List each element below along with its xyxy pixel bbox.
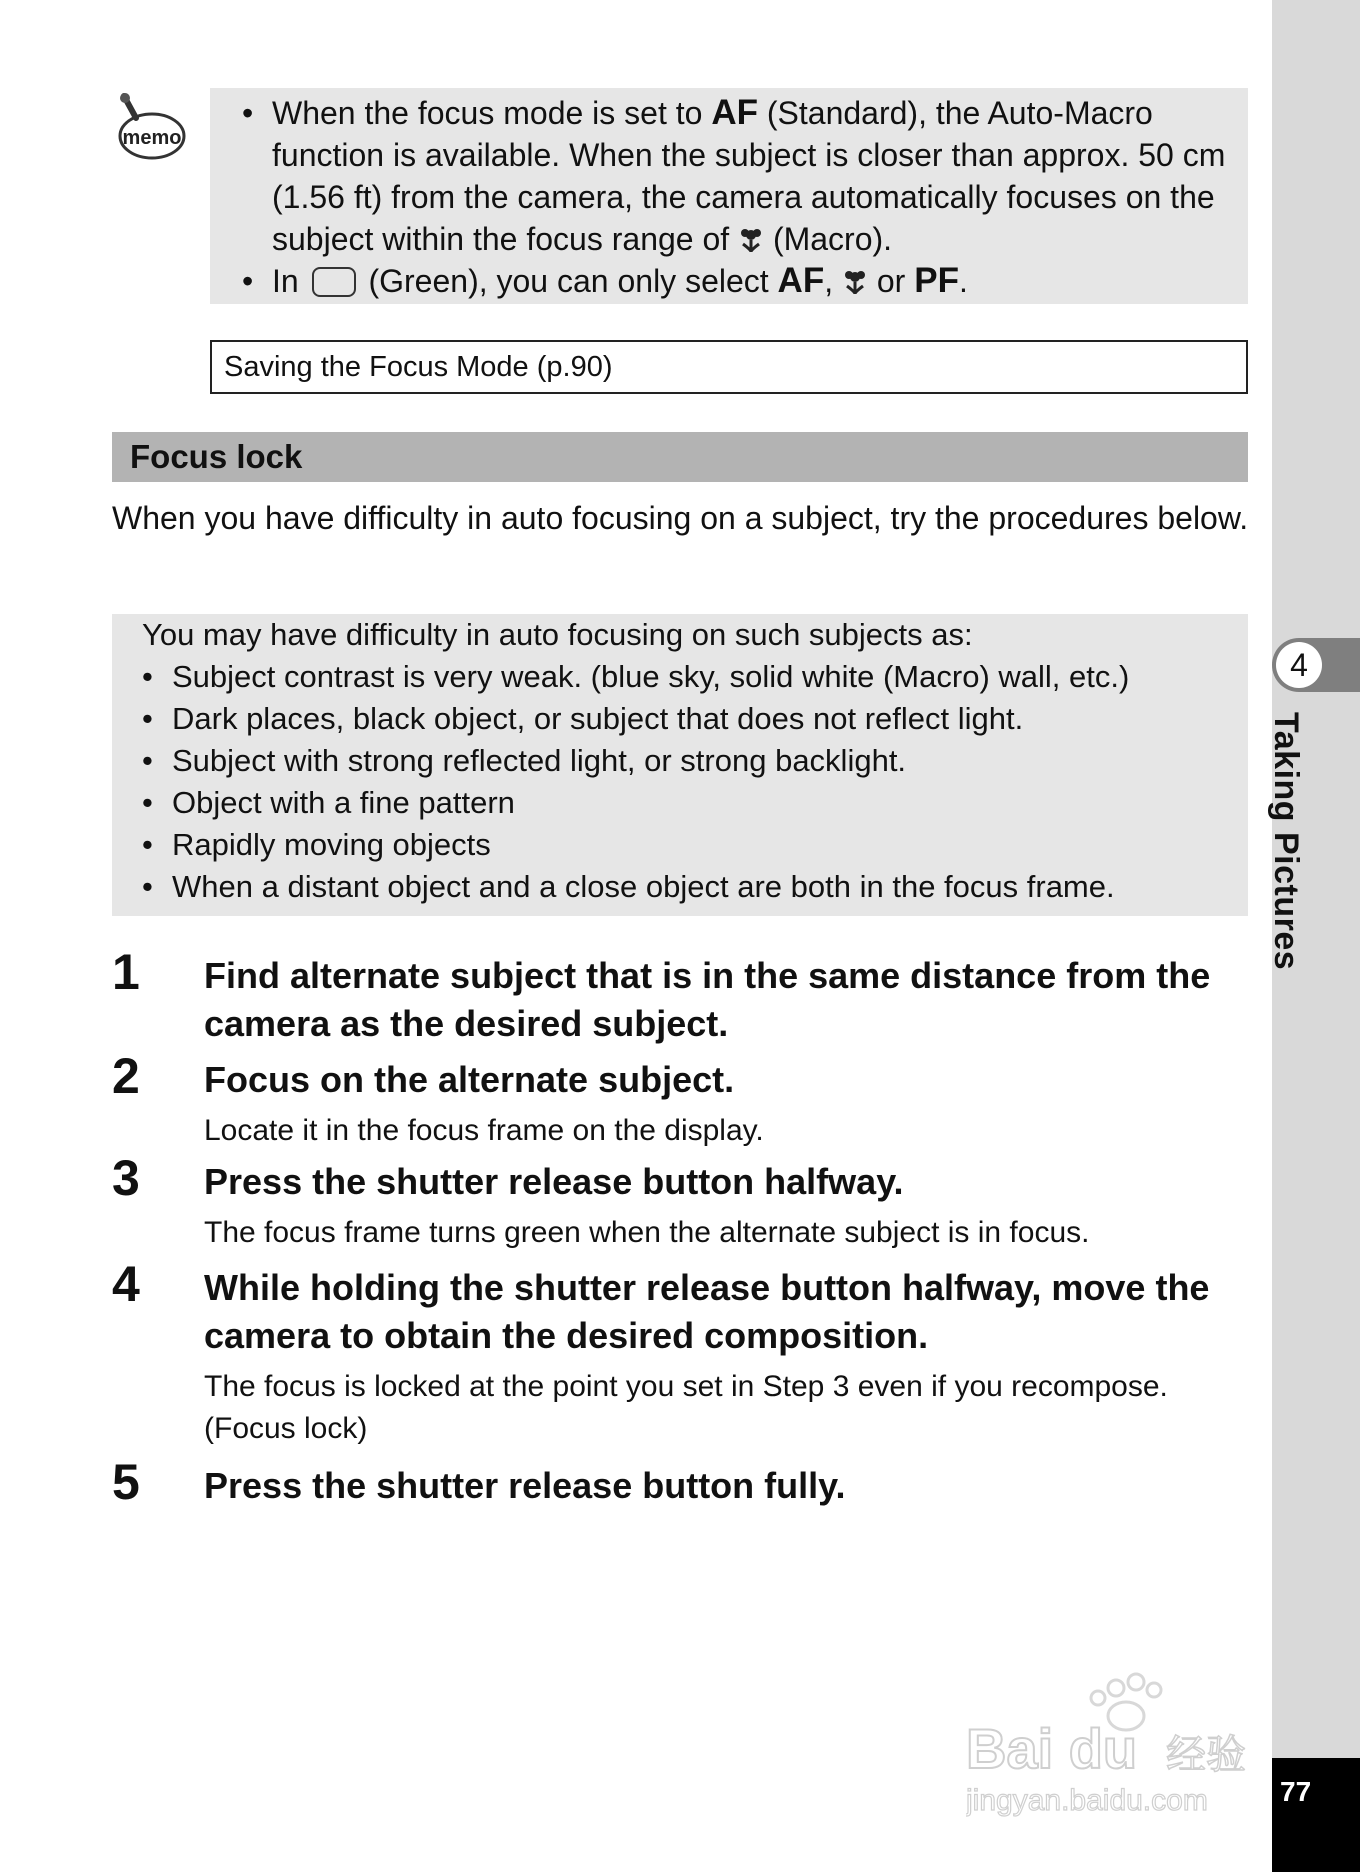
bullet: • xyxy=(242,263,254,299)
step-number: 4 xyxy=(112,1256,140,1312)
step-title: Press the shutter release button halfway. xyxy=(204,1161,904,1202)
list-item: • Subject with strong reflected light, or strong backlight. xyxy=(142,743,907,778)
watermark-brand: Bai du xyxy=(966,1717,1138,1780)
memo-item-green-mode: • In (Green), you can only select AF, or PF. xyxy=(242,261,968,300)
difficulty-box xyxy=(112,614,1248,916)
step-number: 5 xyxy=(112,1454,140,1510)
step-number: 1 xyxy=(112,944,140,1000)
list-item: • Object with a fine pattern xyxy=(142,785,515,820)
pf-symbol: PF xyxy=(914,261,959,300)
memo-icon xyxy=(116,92,188,162)
step-description: Locate it in the focus frame on the display. xyxy=(204,1114,764,1147)
green-mode-icon xyxy=(312,267,356,297)
macro-flower-icon xyxy=(842,268,868,296)
memo-item-auto-macro: • When the focus mode is set to AF (Standard), the Auto-Macro function is available. When the subject is closer than approx. 50 cm (1.56 ft) from the camera, the camera automatically focuses on the subject within the focus range of (Macro). xyxy=(242,93,1226,257)
step-5 xyxy=(112,1454,1262,1510)
step-2 xyxy=(112,1048,1262,1152)
step-title: Press the shutter release button fully. xyxy=(204,1465,846,1506)
step-4 xyxy=(112,1256,1262,1450)
step-3 xyxy=(112,1150,1262,1254)
chapter-title: Taking Pictures xyxy=(1267,712,1305,971)
macro-flower-icon xyxy=(738,226,764,254)
step-description: The focus is locked at the point you set in Step 3 even if you recompose. (Focus lock) xyxy=(204,1370,1168,1445)
step-number: 2 xyxy=(112,1048,140,1104)
step-description: The focus frame turns green when the alternate subject is in focus. xyxy=(204,1216,1090,1249)
chapter-number: 4 xyxy=(1276,642,1322,688)
page-number: 77 xyxy=(1280,1776,1312,1807)
list-item: • Subject contrast is very weak. (blue sky, solid white (Macro) wall, etc.) xyxy=(142,659,1130,694)
watermark-cn: 经验 xyxy=(1166,1732,1246,1778)
memo-box xyxy=(210,88,1248,304)
step-title: Focus on the alternate subject. xyxy=(204,1059,735,1100)
difficulty-lead: You may have difficulty in auto focusing on such subjects as: xyxy=(142,617,973,652)
af-symbol: AF xyxy=(711,93,758,132)
step-number: 3 xyxy=(112,1150,140,1206)
watermark-url: jingyan.baidu.com xyxy=(966,1784,1208,1817)
baidu-watermark xyxy=(966,1668,1270,1818)
list-item: • When a distant object and a close object are both in the focus frame. xyxy=(142,869,1115,904)
memo-icon-label: memo xyxy=(122,127,182,149)
af-symbol: AF xyxy=(777,261,825,300)
list-item: • Dark places, black object, or subject that does not reflect light. xyxy=(142,701,1024,736)
section-intro: When you have difficulty in auto focusing on a subject, try the procedures below. xyxy=(112,500,1249,536)
section-heading: Focus lock xyxy=(112,432,1248,482)
step-title: While holding the shutter release button halfway, move the camera to obtain the desired composition. xyxy=(204,1267,1210,1356)
list-item: • Rapidly moving objects xyxy=(142,827,491,862)
step-1 xyxy=(112,944,1262,1048)
bullet: • xyxy=(242,95,254,131)
step-title: Find alternate subject that is in the same distance from the camera as the desired subject. xyxy=(204,955,1211,1044)
reference-box: Saving the Focus Mode (p.90) xyxy=(210,340,1248,394)
